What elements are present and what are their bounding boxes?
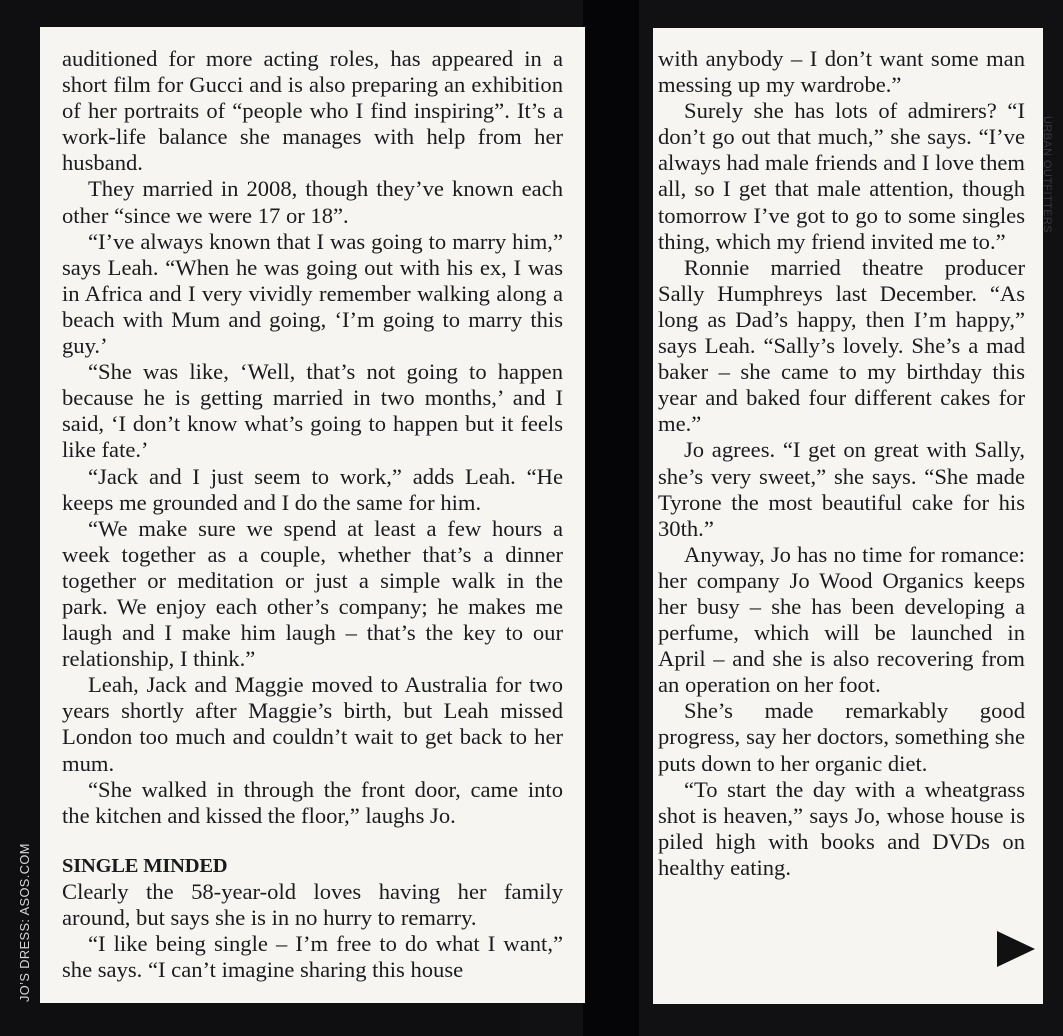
body-paragraph: “She was like, ‘Well, that’s not going to happen because he is getting married in two months,’ and I said, ‘I don’t know what’s going to happen but it feels like fate.’ <box>62 359 563 463</box>
body-paragraph: Leah, Jack and Maggie moved to Australia for two years shortly after Maggie’s birth, but Leah missed London too much and couldn’t wait to get back to her mum. <box>62 672 563 776</box>
body-paragraph: Surely she has lots of admirers? “I don’t go out that much,” she says. “I’ve always had male friends and I love them all, so I get that male attention, though tomorrow I’ve got to go to some singles thing, which my friend invited me to.” <box>658 98 1025 254</box>
body-paragraph: Jo agrees. “I get on great with Sally, she’s very sweet,” she says. “She made Tyrone the most beautiful cake for his 30th.” <box>658 437 1025 541</box>
body-paragraph: “I’ve always known that I was going to marry him,” says Leah. “When he was going out with his ex, I was in Africa and I very vividly remember walking along a beach with Mum and going, ‘I’m going to marry this guy.’ <box>62 228 563 359</box>
section-subheading: SINGLE MINDED <box>62 854 228 877</box>
body-paragraph: “Jack and I just seem to work,” adds Leah. “He keeps me grounded and I do the same for him. <box>62 463 563 515</box>
body-paragraph: Clearly the 58-year-old loves having her family around, but says she is in no hurry to remarry. <box>62 878 563 930</box>
side-credit: URBAN OUTFITTERS <box>1041 116 1053 234</box>
body-paragraph: with anybody – I don’t want some man messing up my wardrobe.” <box>658 46 1025 98</box>
body-paragraph: Anyway, Jo has no time for romance: her company Jo Wood Organics keeps her busy – she has been developing a perfume, which will be launched in April – and she is also recovering from an operation on her foot. <box>658 541 1025 698</box>
right-page-column <box>653 28 1043 1004</box>
body-paragraph: “I like being single – I’m free to do what I want,” she says. “I can’t imagine sharing this house <box>62 931 563 983</box>
body-paragraph: auditioned for more acting roles, has appeared in a short film for Gucci and is also preparing an exhibition of her portraits of “people who I find inspiring”. It’s a work-life balance she manages with help from her husband. <box>62 46 563 176</box>
body-paragraph: “We make sure we spend at least a few hours a week together as a couple, whether that’s a dinner together or meditation or just a simple walk in the park. We enjoy each other’s company; he makes me laugh and I make him laugh – that’s the key to our relationship, I think.” <box>62 515 563 672</box>
body-paragraph: “To start the day with a wheatgrass shot is heaven,” says Jo, whose house is piled high with books and DVDs on healthy eating. <box>658 776 1025 880</box>
body-paragraph: “She walked in through the front door, came into the kitchen and kissed the floor,” laughs Jo. <box>62 776 563 828</box>
dress-credit: JO’S DRESS: ASOS.COM <box>17 843 32 1002</box>
left-page-column <box>40 27 585 1003</box>
body-paragraph: Ronnie married theatre producer Sally Humphreys last December. “As long as Dad’s happy, then I’m happy,” says Leah. “Sally’s lovely. She’s a mad baker – she came to my birthday this year and baked four different cakes for me.” <box>658 254 1025 437</box>
magazine-spine <box>583 0 639 1036</box>
continue-arrow-icon <box>997 931 1035 967</box>
body-paragraph: She’s made remarkably good progress, say her doctors, something she puts down to her organic diet. <box>658 698 1025 776</box>
body-paragraph: They married in 2008, though they’ve known each other “since we were 17 or 18”. <box>62 176 563 228</box>
